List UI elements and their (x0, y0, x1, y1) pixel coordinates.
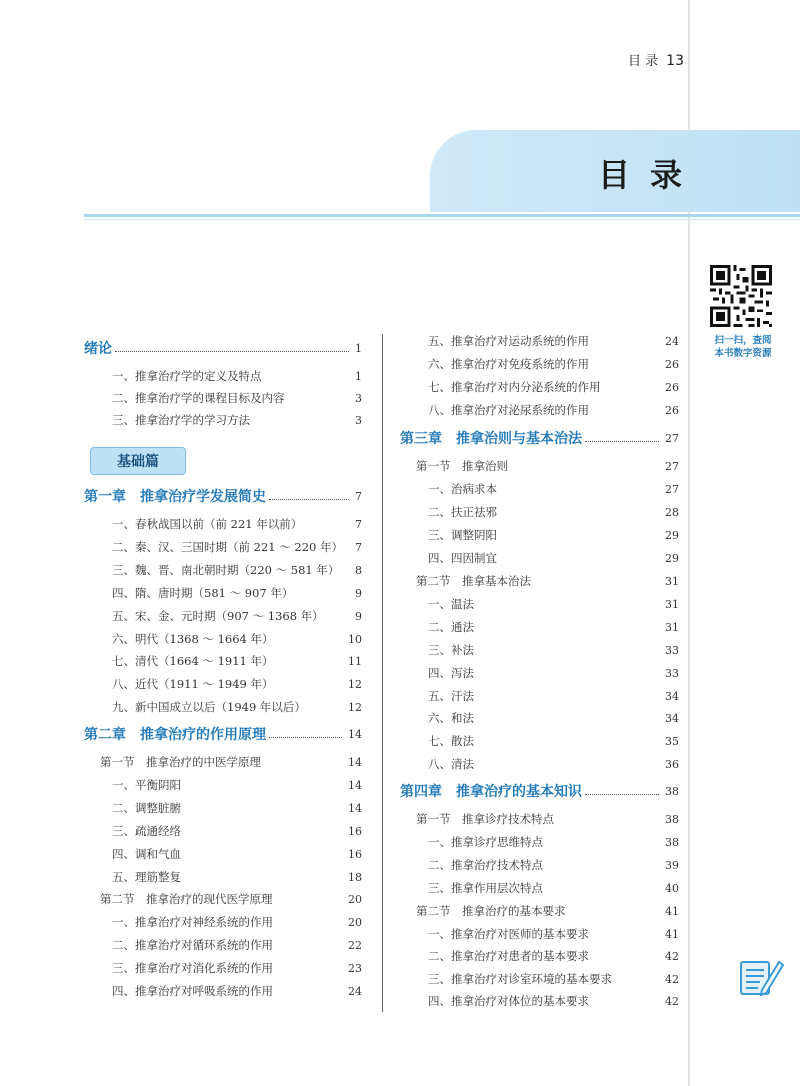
toc-label: 一、平衡阴阳 (112, 778, 181, 792)
toc-item[interactable] (400, 594, 679, 614)
toc-page-number: 10 (348, 632, 362, 646)
toc-page-number: 34 (665, 689, 679, 703)
toc-item[interactable] (400, 663, 679, 683)
toc-page-number: 33 (665, 666, 679, 680)
toc-item[interactable] (84, 935, 362, 955)
toc-page-number: 7 (355, 489, 362, 503)
toc-page-number: 38 (665, 812, 679, 826)
toc-page-number: 41 (665, 904, 679, 918)
toc-label: 一、温法 (428, 597, 474, 611)
toc-label: 一、治病求本 (428, 482, 497, 496)
toc-section[interactable] (400, 456, 679, 476)
toc-item[interactable] (400, 400, 679, 420)
toc-label: 四、四因制宜 (428, 551, 497, 565)
toc-section[interactable] (400, 809, 679, 829)
toc-label: 二、扶正祛邪 (428, 505, 497, 519)
toc-page-number: 26 (665, 380, 679, 394)
toc-label: 五、推拿治疗对运动系统的作用 (428, 334, 589, 348)
toc-page-number: 42 (665, 994, 679, 1008)
toc-page-number: 20 (348, 915, 362, 929)
toc-label: 一、推拿治疗对医师的基本要求 (428, 927, 589, 941)
toc-page-number: 31 (665, 574, 679, 588)
toc-label: 二、推拿治疗对患者的基本要求 (428, 949, 589, 963)
toc-page-number: 11 (348, 654, 362, 668)
toc-chapter[interactable] (400, 781, 679, 801)
toc-page-number: 42 (665, 949, 679, 963)
toc-label: 五、汗法 (428, 689, 474, 703)
toc-page-number: 27 (665, 482, 679, 496)
toc-leader-dots (585, 441, 659, 442)
toc-chapter[interactable] (400, 428, 679, 448)
toc-label: 四、推拿治疗对呼吸系统的作用 (112, 984, 273, 998)
toc-page-number: 28 (665, 505, 679, 519)
toc-page-number: 14 (348, 778, 362, 792)
toc-item[interactable] (400, 354, 679, 374)
toc-label: 三、推拿治疗对诊室环境的基本要求 (428, 972, 612, 986)
toc-item[interactable] (400, 991, 679, 1011)
toc-section[interactable] (84, 889, 362, 909)
toc-page-number: 39 (665, 858, 679, 872)
toc-label: 八、推拿治疗对泌尿系统的作用 (428, 403, 589, 417)
toc-item[interactable] (84, 958, 362, 978)
toc-label: 三、推拿治疗对消化系统的作用 (112, 961, 273, 975)
qr-caption-line2: 本书数字资源 (714, 348, 772, 359)
toc-page-number: 41 (665, 927, 679, 941)
toc-page-number: 38 (665, 784, 679, 798)
toc-label: 九、新中国成立以后（1949 年以后） (112, 700, 306, 714)
running-header-label: 目 录 (628, 54, 659, 69)
toc-label: 三、补法 (428, 643, 474, 657)
toc-item[interactable] (84, 606, 362, 626)
toc-label: 七、清代（1664 ～ 1911 年） (112, 654, 274, 668)
toc-label: 三、推拿作用层次特点 (428, 881, 543, 895)
toc-page-number: 34 (665, 711, 679, 725)
toc-label: 八、清法 (428, 757, 474, 771)
toc-item[interactable] (84, 912, 362, 932)
toc-label: 第三章 推拿治则与基本治法 (400, 431, 582, 447)
toc-page-number: 38 (665, 835, 679, 849)
toc-label: 六、推拿治疗对免疫系统的作用 (428, 357, 589, 371)
toc-page-number: 35 (665, 734, 679, 748)
toc-item[interactable] (400, 377, 679, 397)
toc-label: 第一节 推拿治疗的中医学原理 (100, 755, 261, 769)
toc-label: 一、推拿治疗对神经系统的作用 (112, 915, 273, 929)
toc-page-number: 12 (348, 700, 362, 714)
toc-page-number: 14 (348, 727, 362, 741)
toc-page-number: 31 (665, 597, 679, 611)
toc-item[interactable] (84, 697, 362, 717)
toc-label: 第二章 推拿治疗的作用原理 (84, 727, 266, 743)
toc-label: 第二节 推拿治疗的基本要求 (416, 904, 566, 918)
qr-caption (698, 334, 788, 360)
toc-label: 四、推拿治疗对体位的基本要求 (428, 994, 589, 1008)
toc-item[interactable] (400, 832, 679, 852)
toc-item[interactable] (84, 583, 362, 603)
toc-label: 七、散法 (428, 734, 474, 748)
toc-label: 三、魏、晋、南北朝时期（220 ～ 581 年） (112, 563, 340, 577)
toc-label: 第一节 推拿诊疗技术特点 (416, 812, 554, 826)
toc-page-number: 24 (665, 334, 679, 348)
toc-page-number: 1 (355, 341, 362, 355)
toc-item[interactable] (84, 674, 362, 694)
toc-label: 一、春秋战国以前（前 221 年以前） (112, 517, 303, 531)
toc-label: 三、推拿治疗学的学习方法 (112, 413, 250, 427)
toc-chapter[interactable] (84, 724, 362, 744)
toc-item[interactable] (400, 548, 679, 568)
toc-item[interactable] (400, 946, 679, 966)
toc-label: 二、推拿治疗技术特点 (428, 858, 543, 872)
toc-label: 绪论 (84, 341, 112, 357)
toc-label: 三、调整阴阳 (428, 528, 497, 542)
title-rule (84, 214, 800, 217)
toc-label: 四、泻法 (428, 666, 474, 680)
toc-page-number: 36 (665, 757, 679, 771)
toc-page-number: 14 (348, 801, 362, 815)
toc-page-number: 31 (665, 620, 679, 634)
toc-item[interactable] (84, 560, 362, 580)
toc-label: 二、推拿治疗对循环系统的作用 (112, 938, 273, 952)
toc-label: 一、推拿诊疗思维特点 (428, 835, 543, 849)
toc-section[interactable] (400, 571, 679, 591)
title-rule-thin (84, 219, 800, 220)
toc-leader-dots (585, 794, 659, 795)
toc-item[interactable] (400, 331, 679, 351)
toc-page-number: 33 (665, 643, 679, 657)
toc-page-number: 8 (355, 563, 362, 577)
toc-item[interactable] (84, 844, 362, 864)
toc-item[interactable] (400, 479, 679, 499)
toc-item[interactable] (84, 388, 362, 408)
toc-page-number: 20 (348, 892, 362, 906)
toc-page-number: 14 (348, 755, 362, 769)
page-title: 目录 (598, 156, 703, 194)
toc-item[interactable] (400, 502, 679, 522)
qr-code-icon[interactable] (710, 265, 772, 327)
toc-item[interactable] (400, 617, 679, 637)
toc-label: 第四章 推拿治疗的基本知识 (400, 784, 582, 800)
toc-item[interactable] (400, 708, 679, 728)
toc-page-number: 7 (355, 517, 362, 531)
toc-section[interactable] (400, 901, 679, 921)
toc-label: 六、和法 (428, 711, 474, 725)
toc-section[interactable] (84, 752, 362, 772)
toc-item[interactable] (84, 798, 362, 818)
running-header (600, 50, 684, 69)
toc-page-number: 1 (355, 369, 362, 383)
toc-item[interactable] (400, 855, 679, 875)
toc-label: 第一节 推拿治则 (416, 459, 508, 473)
column-divider (382, 334, 383, 1012)
toc-chapter[interactable] (84, 338, 362, 358)
toc-page-number: 29 (665, 528, 679, 542)
toc-item[interactable] (84, 775, 362, 795)
toc-label: 第二节 推拿治疗的现代医学原理 (100, 892, 273, 906)
toc-label: 三、疏通经络 (112, 824, 181, 838)
toc-item[interactable] (400, 878, 679, 898)
toc-page-number: 40 (665, 881, 679, 895)
toc-item[interactable] (84, 867, 362, 887)
toc-page-number: 42 (665, 972, 679, 986)
toc-label: 五、理筋整复 (112, 870, 181, 884)
toc-item[interactable] (84, 537, 362, 557)
toc-label: 七、推拿治疗对内分泌系统的作用 (428, 380, 601, 394)
toc-leader-dots (269, 737, 342, 738)
toc-item[interactable] (400, 686, 679, 706)
toc-page-number: 3 (355, 413, 362, 427)
toc-page-number: 26 (665, 357, 679, 371)
toc-leader-dots (115, 351, 349, 352)
toc-page-number: 27 (665, 459, 679, 473)
toc-item[interactable] (84, 821, 362, 841)
toc-item[interactable] (400, 731, 679, 751)
toc-item[interactable] (84, 629, 362, 649)
toc-page-number: 3 (355, 391, 362, 405)
toc-page-number: 24 (348, 984, 362, 998)
toc-label: 五、宋、金、元时期（907 ～ 1368 年） (112, 609, 324, 623)
toc-label: 四、隋、唐时期（581 ～ 907 年） (112, 586, 294, 600)
toc-page-number: 18 (348, 870, 362, 884)
part-badge: 基础篇 (90, 447, 186, 475)
toc-item[interactable] (400, 754, 679, 774)
toc-chapter[interactable] (84, 486, 362, 506)
toc-item[interactable] (84, 366, 362, 386)
toc-item[interactable] (84, 410, 362, 430)
toc-page-number: 22 (348, 938, 362, 952)
toc-label: 二、调整脏腑 (112, 801, 181, 815)
qr-caption-line1: 扫一扫，查阅 (714, 335, 772, 346)
toc-label: 六、明代（1368 ～ 1664 年） (112, 632, 274, 646)
notebook-pen-icon (738, 956, 784, 998)
toc-item[interactable] (400, 924, 679, 944)
toc-item[interactable] (84, 514, 362, 534)
toc-label: 二、通法 (428, 620, 474, 634)
toc-page-number: 16 (348, 847, 362, 861)
toc-label: 四、调和气血 (112, 847, 181, 861)
toc-label: 一、推拿治疗学的定义及特点 (112, 369, 262, 383)
toc-item[interactable] (400, 969, 679, 989)
toc-page-number: 23 (348, 961, 362, 975)
toc-page-number: 26 (665, 403, 679, 417)
toc-label: 八、近代（1911 ～ 1949 年） (112, 677, 274, 691)
toc-item[interactable] (84, 981, 362, 1001)
toc-label: 二、秦、汉、三国时期（前 221 ～ 220 年） (112, 540, 344, 554)
toc-item[interactable] (400, 525, 679, 545)
running-header-page-number: 13 (666, 53, 684, 69)
toc-leader-dots (269, 499, 349, 500)
toc-label: 第二节 推拿基本治法 (416, 574, 531, 588)
toc-item[interactable] (400, 640, 679, 660)
toc-label: 二、推拿治疗学的课程目标及内容 (112, 391, 285, 405)
toc-page-number: 16 (348, 824, 362, 838)
toc-page-number: 27 (665, 431, 679, 445)
toc-page-number: 9 (355, 609, 362, 623)
toc-page-number: 29 (665, 551, 679, 565)
toc-page-number: 7 (355, 540, 362, 554)
toc-page-number: 12 (348, 677, 362, 691)
toc-item[interactable] (84, 651, 362, 671)
toc-label: 第一章 推拿治疗学发展简史 (84, 489, 266, 505)
toc-page-number: 9 (355, 586, 362, 600)
